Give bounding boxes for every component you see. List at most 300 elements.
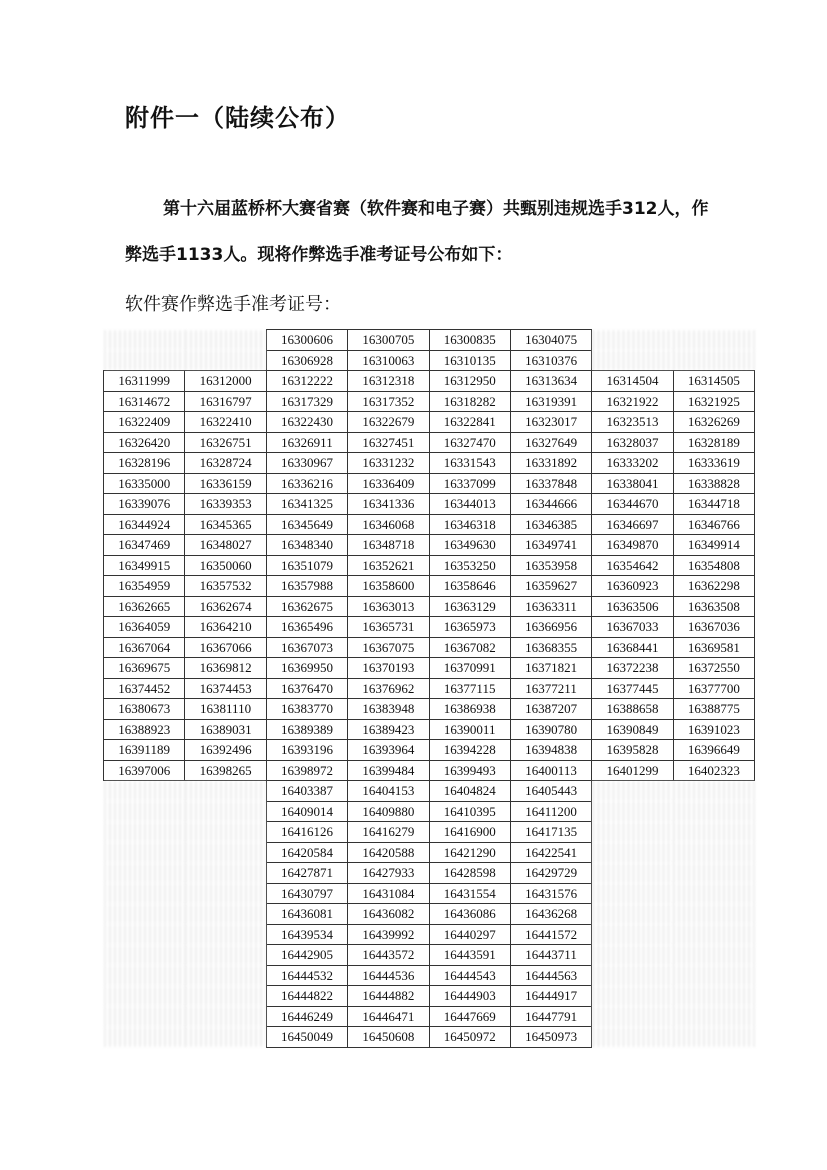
table-cell: 16402323 [673,760,754,781]
table-cell: 16349915 [104,555,185,576]
table-cell: 16440297 [429,924,510,945]
table-cell: 16336216 [266,473,347,494]
table-cell [592,904,673,925]
table-cell: 16394228 [429,740,510,761]
table-cell: 16350060 [185,555,266,576]
table-cell: 16321925 [673,391,754,412]
table-cell: 16317329 [266,391,347,412]
table-cell [592,842,673,863]
table-cell: 16444563 [510,965,591,986]
table-row [104,924,755,945]
table-cell: 16316797 [185,391,266,412]
table-cell: 16328037 [592,432,673,453]
table-cell: 16362665 [104,596,185,617]
table-cell: 16331892 [510,453,591,474]
table-cell: 16349914 [673,535,754,556]
table-row [104,801,755,822]
table-cell: 16348718 [348,535,429,556]
table-cell [104,965,185,986]
table-cell: 16417135 [510,822,591,843]
table-cell [185,883,266,904]
table-cell: 16346766 [673,514,754,535]
table-cell: 16335000 [104,473,185,494]
table-cell [673,822,754,843]
table-cell: 16327649 [510,432,591,453]
table-cell: 16328189 [673,432,754,453]
table-cell: 16327451 [348,432,429,453]
table-cell [104,330,185,351]
table-cell: 16300606 [266,330,347,351]
table-cell: 16374452 [104,678,185,699]
table-cell [592,883,673,904]
table-cell: 16431084 [348,883,429,904]
table-cell [673,842,754,863]
table-cell: 16328196 [104,453,185,474]
table-cell [104,863,185,884]
table-cell [185,1027,266,1048]
table-cell: 16344013 [429,494,510,515]
table-cell [673,883,754,904]
table-cell: 16338041 [592,473,673,494]
table-row [104,904,755,925]
table-cell [592,781,673,802]
table-cell: 16390011 [429,719,510,740]
table-cell: 16322841 [429,412,510,433]
table-cell: 16367082 [429,637,510,658]
table-cell: 16387207 [510,699,591,720]
table-cell [104,883,185,904]
table-row [104,494,755,515]
table-row [104,883,755,904]
table-cell: 16439992 [348,924,429,945]
table-cell: 16398972 [266,760,347,781]
table-cell [104,1027,185,1048]
table-cell: 16353958 [510,555,591,576]
table-cell [592,965,673,986]
table-cell: 16345365 [185,514,266,535]
table-cell: 16351079 [266,555,347,576]
table-row [104,535,755,556]
table-cell: 16367066 [185,637,266,658]
table-cell: 16310063 [348,350,429,371]
table-cell: 16389389 [266,719,347,740]
table-cell: 16354642 [592,555,673,576]
table-cell: 16310135 [429,350,510,371]
table-cell: 16323513 [592,412,673,433]
table-cell [104,822,185,843]
table-row [104,781,755,802]
table-row [104,453,755,474]
table-cell: 16326751 [185,432,266,453]
table-cell: 16444532 [266,965,347,986]
table-cell [592,1006,673,1027]
table-cell: 16410395 [429,801,510,822]
table-cell: 16399484 [348,760,429,781]
table-cell [185,330,266,351]
table-cell: 16394838 [510,740,591,761]
table-cell: 16357988 [266,576,347,597]
table-cell: 16367064 [104,637,185,658]
table-cell: 16362298 [673,576,754,597]
table-cell [592,330,673,351]
table-cell: 16336409 [348,473,429,494]
table-cell: 16409014 [266,801,347,822]
table-cell: 16331543 [429,453,510,474]
table-row [104,842,755,863]
table-cell: 16312000 [185,371,266,392]
table-cell: 16450973 [510,1027,591,1048]
table-cell: 16401299 [592,760,673,781]
table-cell: 16395828 [592,740,673,761]
table-row [104,965,755,986]
table-cell: 16374453 [185,678,266,699]
table-cell [673,863,754,884]
table-cell: 16386938 [429,699,510,720]
table-row [104,658,755,679]
table-cell: 16300835 [429,330,510,351]
table-cell [104,904,185,925]
table-cell: 16322430 [266,412,347,433]
table-cell [673,1006,754,1027]
table-cell: 16328724 [185,453,266,474]
table-cell: 16322410 [185,412,266,433]
table-cell: 16370193 [348,658,429,679]
table-cell [592,924,673,945]
table-cell: 16322679 [348,412,429,433]
table-cell: 16370991 [429,658,510,679]
table-row [104,514,755,535]
table-cell [185,350,266,371]
table-cell: 16444822 [266,986,347,1007]
table-cell: 16444917 [510,986,591,1007]
table-cell: 16436268 [510,904,591,925]
table-cell: 16337099 [429,473,510,494]
table-cell: 16353250 [429,555,510,576]
table-cell: 16436082 [348,904,429,925]
table-cell: 16405443 [510,781,591,802]
table-cell [673,350,754,371]
table-cell: 16436086 [429,904,510,925]
table-cell: 16312222 [266,371,347,392]
table-cell [673,924,754,945]
table-cell: 16450049 [266,1027,347,1048]
table-row [104,432,755,453]
table-cell [185,863,266,884]
intro-paragraph [125,186,715,278]
table-cell: 16442905 [266,945,347,966]
table-cell: 16447791 [510,1006,591,1027]
table-cell: 16446471 [348,1006,429,1027]
table-cell: 16444882 [348,986,429,1007]
table-cell: 16444903 [429,986,510,1007]
table-cell: 16369812 [185,658,266,679]
table-cell: 16348340 [266,535,347,556]
table-cell: 16363311 [510,596,591,617]
table-cell: 16381110 [185,699,266,720]
table-cell: 16377211 [510,678,591,699]
table-cell: 16411200 [510,801,591,822]
table-cell: 16306928 [266,350,347,371]
table-cell: 16337848 [510,473,591,494]
table-cell: 16327470 [429,432,510,453]
table-cell: 16376962 [348,678,429,699]
table-cell: 16344666 [510,494,591,515]
table-cell: 16362674 [185,596,266,617]
table-cell: 16360923 [592,576,673,597]
table-cell: 16416126 [266,822,347,843]
table-cell: 16363506 [592,596,673,617]
table-row [104,1006,755,1027]
table-cell: 16443591 [429,945,510,966]
table-cell: 16416900 [429,822,510,843]
table-cell: 16326911 [266,432,347,453]
table-cell: 16300705 [348,330,429,351]
table-cell: 16312318 [348,371,429,392]
table-cell [104,842,185,863]
table-cell [673,904,754,925]
table-cell [185,822,266,843]
table-cell [185,781,266,802]
table-cell: 16333202 [592,453,673,474]
table-cell: 16319391 [510,391,591,412]
table-row [104,740,755,761]
table-cell [673,781,754,802]
table-cell: 16345649 [266,514,347,535]
table-cell: 16377445 [592,678,673,699]
table-cell: 16323017 [510,412,591,433]
table-cell: 16365496 [266,617,347,638]
table-cell: 16314504 [592,371,673,392]
intro-text: 第十六届蓝桥杯大赛省赛（软件赛和电子赛）共甄别违规选手312人，作弊选手1133人。现将作弊选手准考证号公布如下： [125,199,709,265]
table-cell [592,801,673,822]
table-cell: 16366956 [510,617,591,638]
table-cell: 16354808 [673,555,754,576]
table-cell: 16363129 [429,596,510,617]
table-cell: 16389031 [185,719,266,740]
table-cell: 16322409 [104,412,185,433]
table-cell: 16380673 [104,699,185,720]
table-row [104,596,755,617]
table-cell: 16364059 [104,617,185,638]
table-cell: 16349630 [429,535,510,556]
table-cell [104,1006,185,1027]
table-cell: 16314672 [104,391,185,412]
table-cell [104,945,185,966]
table-row [104,986,755,1007]
table-row [104,637,755,658]
table-row [104,678,755,699]
table-cell: 16357532 [185,576,266,597]
table-cell: 16326269 [673,412,754,433]
table-cell: 16369581 [673,637,754,658]
table-cell: 16393196 [266,740,347,761]
table-cell: 16404153 [348,781,429,802]
table-cell: 16362675 [266,596,347,617]
table-row [104,473,755,494]
table-cell: 16354959 [104,576,185,597]
table-cell: 16391189 [104,740,185,761]
table-cell [104,986,185,1007]
table-cell: 16365731 [348,617,429,638]
table-cell [592,986,673,1007]
table-cell: 16420584 [266,842,347,863]
table-row [104,863,755,884]
table-row [104,350,755,371]
table-cell: 16430797 [266,883,347,904]
table-cell [185,986,266,1007]
table-cell: 16367073 [266,637,347,658]
table-cell: 16358646 [429,576,510,597]
table-cell: 16338828 [673,473,754,494]
table-cell: 16443711 [510,945,591,966]
table-cell [673,330,754,351]
table-cell: 16369950 [266,658,347,679]
table-cell [185,842,266,863]
table-cell [104,350,185,371]
table-cell: 16389423 [348,719,429,740]
table-cell: 16439534 [266,924,347,945]
table-cell: 16333619 [673,453,754,474]
table-cell: 16427933 [348,863,429,884]
table-row [104,576,755,597]
table-cell: 16341336 [348,494,429,515]
table-cell: 16304075 [510,330,591,351]
table-cell [185,965,266,986]
table-cell: 16352621 [348,555,429,576]
table-cell [185,801,266,822]
exam-id-table-body [104,330,755,1048]
table-cell: 16391023 [673,719,754,740]
table-cell [185,945,266,966]
table-cell: 16404824 [429,781,510,802]
table-cell: 16397006 [104,760,185,781]
table-cell: 16372238 [592,658,673,679]
table-cell: 16346697 [592,514,673,535]
table-cell: 16393964 [348,740,429,761]
table-cell: 16409880 [348,801,429,822]
table-cell: 16446249 [266,1006,347,1027]
table-cell: 16347469 [104,535,185,556]
table-cell: 16330967 [266,453,347,474]
section-subtitle: 软件赛作弊选手准考证号： [125,294,341,315]
table-cell [592,1027,673,1048]
table-cell: 16344718 [673,494,754,515]
table-cell: 16368441 [592,637,673,658]
table-cell: 16383948 [348,699,429,720]
table-cell: 16416279 [348,822,429,843]
exam-id-table [103,329,755,1048]
table-row [104,412,755,433]
table-cell: 16420588 [348,842,429,863]
table-row [104,391,755,412]
table-cell: 16441572 [510,924,591,945]
table-cell [673,986,754,1007]
table-cell: 16388658 [592,699,673,720]
table-cell: 16377700 [673,678,754,699]
table-cell: 16390849 [592,719,673,740]
table-cell [673,1027,754,1048]
table-cell: 16367075 [348,637,429,658]
table-cell: 16365973 [429,617,510,638]
table-cell: 16364210 [185,617,266,638]
table-cell [104,924,185,945]
table-cell: 16400113 [510,760,591,781]
table-cell: 16331232 [348,453,429,474]
table-cell: 16311999 [104,371,185,392]
table-cell: 16339353 [185,494,266,515]
table-cell: 16317352 [348,391,429,412]
table-cell: 16344924 [104,514,185,535]
table-cell: 16390780 [510,719,591,740]
table-cell: 16396649 [673,740,754,761]
table-row [104,617,755,638]
table-cell [592,822,673,843]
table-cell [673,945,754,966]
table-cell: 16326420 [104,432,185,453]
table-cell [104,801,185,822]
table-cell: 16367033 [592,617,673,638]
table-cell [592,350,673,371]
table-cell: 16429729 [510,863,591,884]
table-cell: 16398265 [185,760,266,781]
table-cell: 16428598 [429,863,510,884]
table-cell: 16363508 [673,596,754,617]
table-row [104,822,755,843]
table-cell: 16367036 [673,617,754,638]
table-cell [592,863,673,884]
table-cell: 16388923 [104,719,185,740]
table-cell [185,1006,266,1027]
table-cell: 16363013 [348,596,429,617]
table-row [104,1027,755,1048]
table-cell: 16358600 [348,576,429,597]
table-cell: 16450972 [429,1027,510,1048]
table-cell: 16392496 [185,740,266,761]
table-cell: 16376470 [266,678,347,699]
table-cell: 16339076 [104,494,185,515]
table-cell: 16369675 [104,658,185,679]
table-cell: 16444536 [348,965,429,986]
table-cell: 16447669 [429,1006,510,1027]
table-cell: 16436081 [266,904,347,925]
table-cell [104,781,185,802]
table-cell: 16403387 [266,781,347,802]
table-cell: 16388775 [673,699,754,720]
table-cell [185,924,266,945]
table-cell: 16349741 [510,535,591,556]
table-row [104,945,755,966]
table-cell [185,904,266,925]
table-cell [673,965,754,986]
table-cell: 16399493 [429,760,510,781]
table-cell: 16318282 [429,391,510,412]
table-cell: 16421290 [429,842,510,863]
page-title: 附件一（陆续公布） [125,104,350,132]
table-cell: 16313634 [510,371,591,392]
table-cell: 16310376 [510,350,591,371]
table-row [104,371,755,392]
table-cell [673,801,754,822]
table-cell: 16450608 [348,1027,429,1048]
table-row [104,555,755,576]
table-cell: 16314505 [673,371,754,392]
table-cell: 16346385 [510,514,591,535]
table-row [104,719,755,740]
table-cell [592,945,673,966]
table-cell: 16336159 [185,473,266,494]
table-cell: 16344670 [592,494,673,515]
table-cell: 16377115 [429,678,510,699]
